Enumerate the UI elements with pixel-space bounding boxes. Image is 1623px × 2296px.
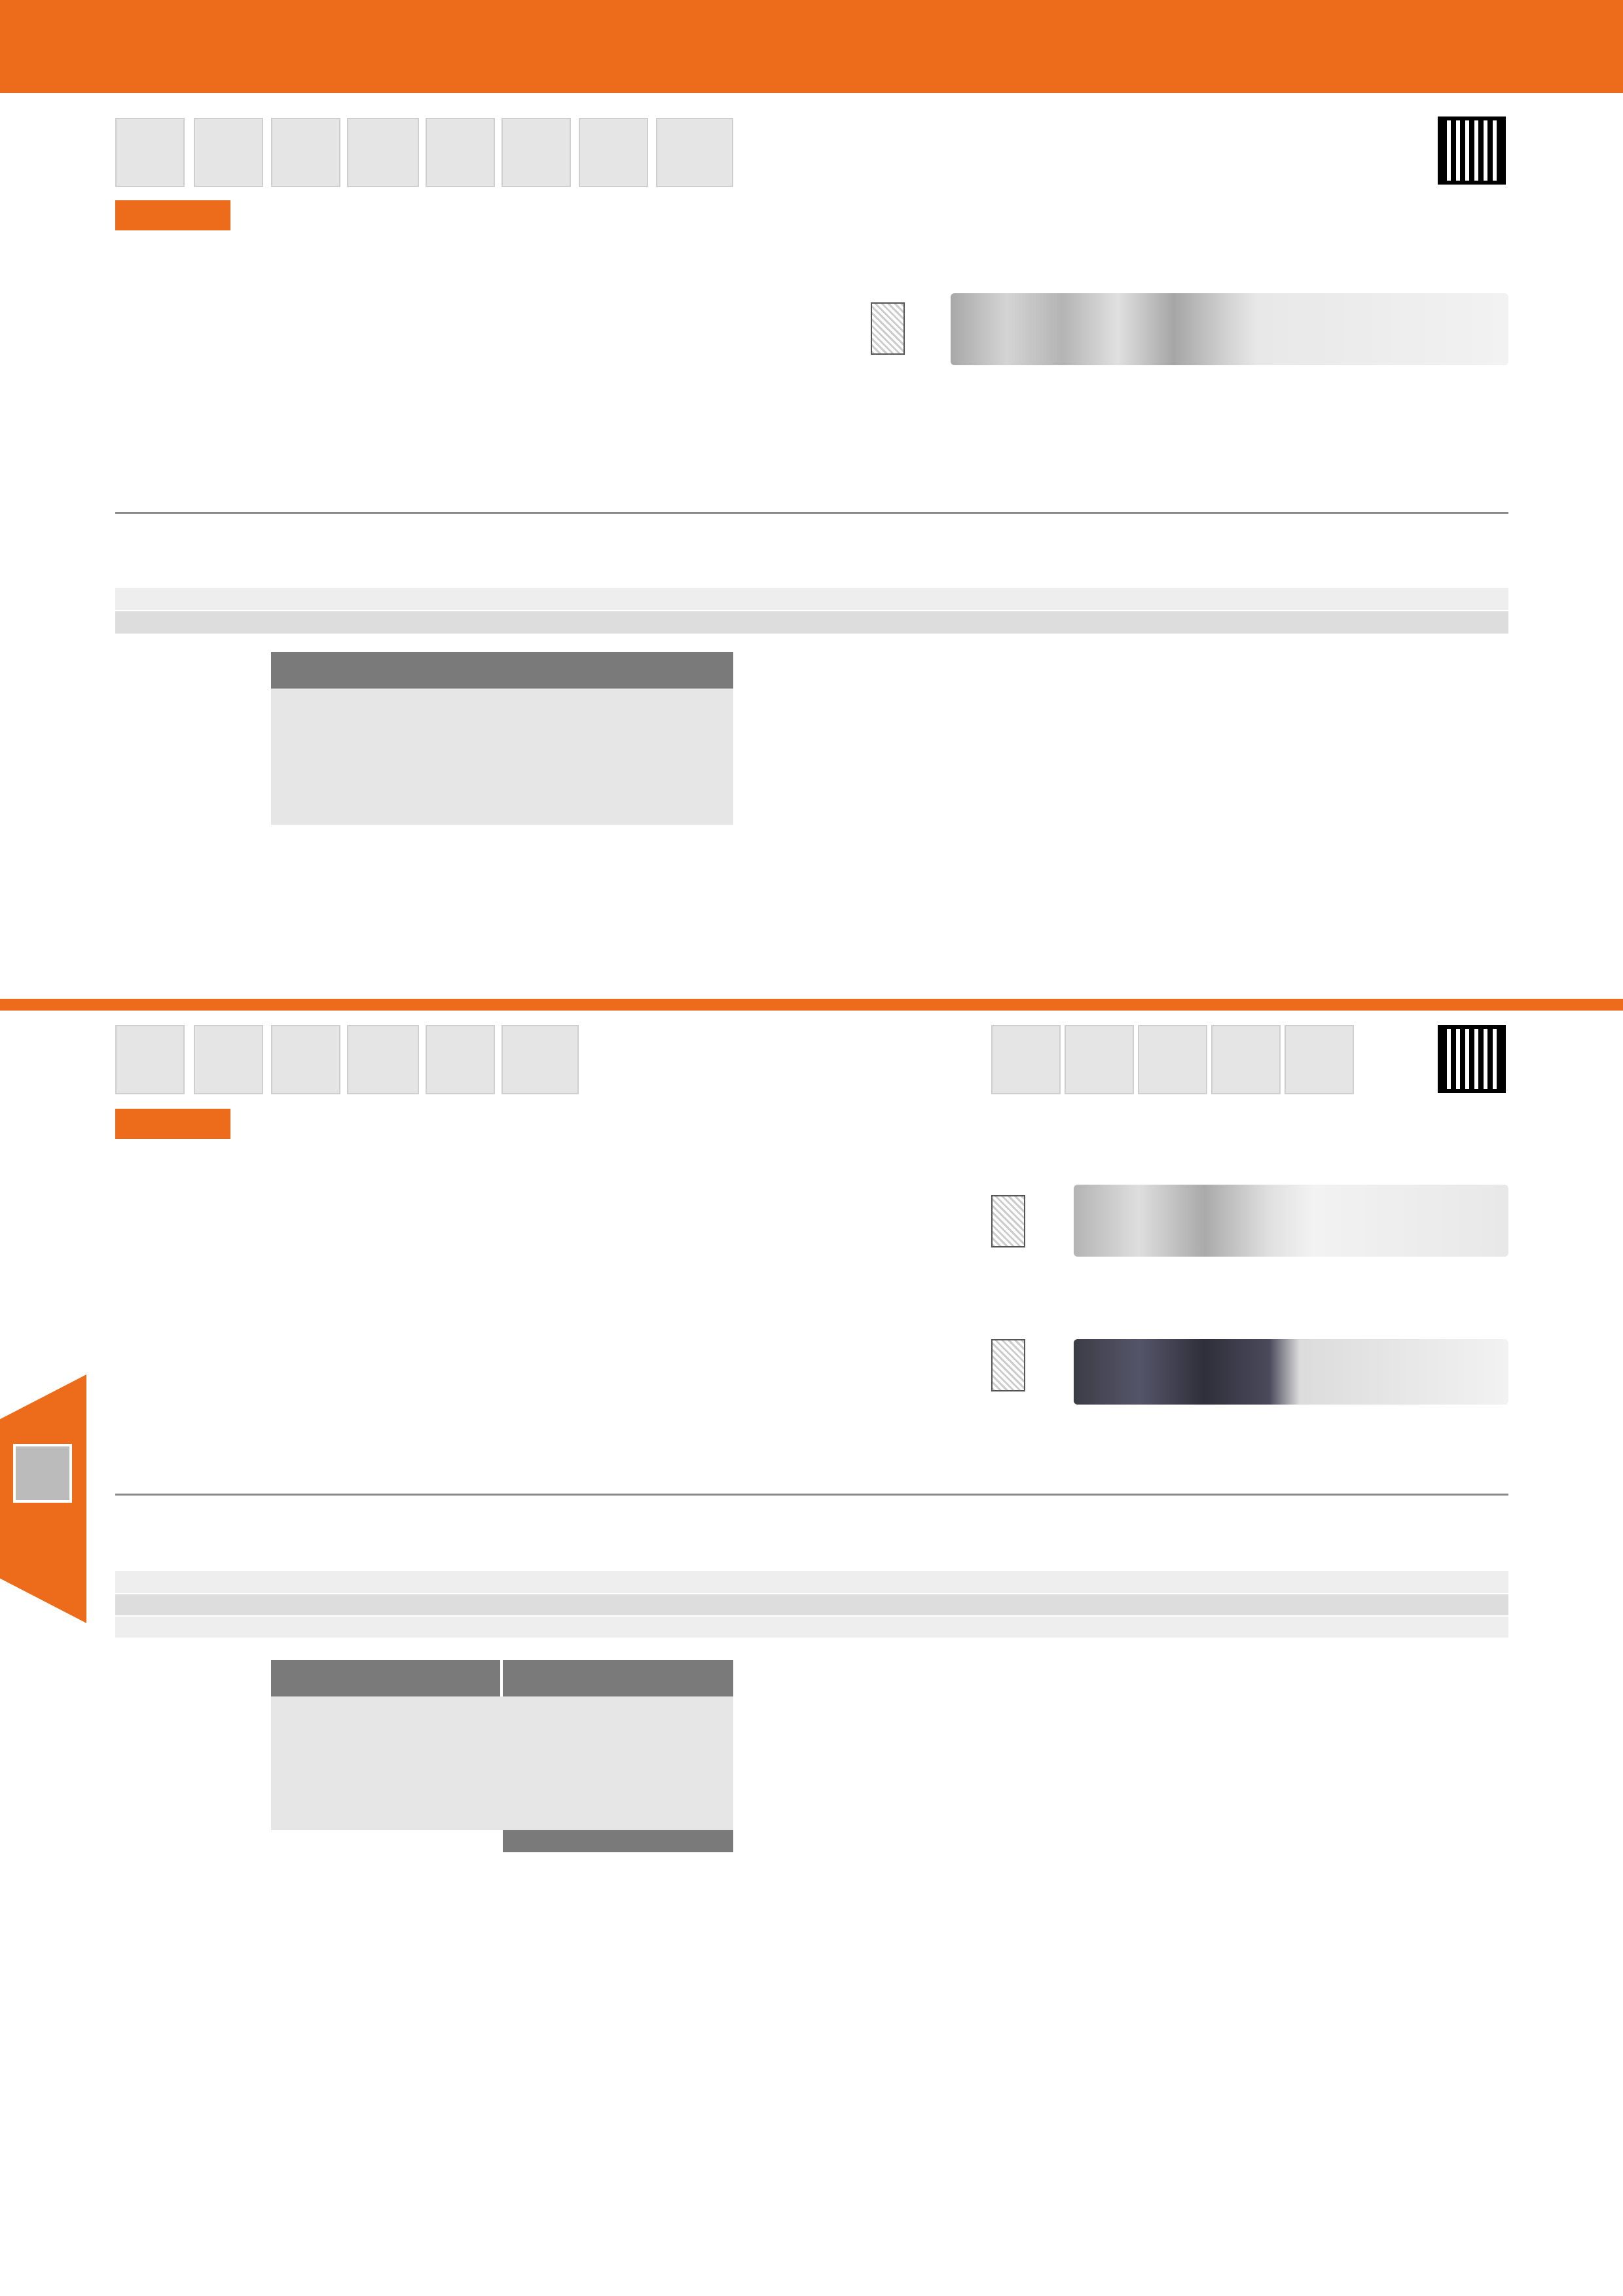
nf-profile-badge <box>271 118 340 187</box>
tolerance-badge-2 <box>347 1025 419 1094</box>
tool-image-191710 <box>1074 1185 1508 1257</box>
page-header <box>0 0 1623 93</box>
material-header-top <box>115 516 1508 585</box>
shank-h6-badge-2 <box>501 1025 579 1094</box>
plunge-icon-2 <box>1211 1025 1281 1094</box>
din-844b-badge-2 <box>194 1025 263 1094</box>
iso-row-top <box>115 588 1508 610</box>
top-description <box>115 243 868 338</box>
chamfer-icon-bottom-1 <box>991 1195 1025 1247</box>
teeth-4-icon <box>991 1025 1061 1094</box>
article-header-191720 <box>503 1660 733 1696</box>
bottom-advantage <box>270 1338 892 1385</box>
article-header-191700 <box>271 652 733 689</box>
tool-image-191700 <box>951 293 1508 365</box>
plunge-direction-icon <box>579 118 648 187</box>
teeth-count-icon <box>426 118 495 187</box>
hss-co8-badge <box>115 118 185 187</box>
article-header-191710 <box>271 1660 501 1696</box>
tool-image-191720 <box>1074 1339 1508 1405</box>
app-table-bottom-topline <box>115 1494 1508 1496</box>
drill-icon <box>13 1444 72 1503</box>
top-advantage <box>268 373 858 420</box>
product-name-cell-bottom <box>271 1696 733 1830</box>
tolerance-badge <box>347 118 419 187</box>
garant-logo-2 <box>115 1109 230 1139</box>
chamfer-icon-bottom-2 <box>991 1339 1025 1391</box>
teeth-5-icon <box>1065 1025 1134 1094</box>
qr-code-icon[interactable] <box>1438 117 1506 185</box>
garant-logo <box>115 200 230 230</box>
helix-angle-icon <box>501 118 571 187</box>
din-844b-badge <box>194 118 263 187</box>
nf-profile-badge-2 <box>271 1025 340 1094</box>
iso-row-bottom <box>115 1571 1508 1593</box>
bottom-description <box>270 1156 892 1274</box>
bottom-desc-codes <box>181 1156 266 1179</box>
side-mill-icon-2 <box>1285 1025 1354 1094</box>
app-table-top-topline <box>115 512 1508 514</box>
teeth-6-icon <box>1138 1025 1207 1094</box>
coating-header <box>503 1830 733 1852</box>
app-row-191720 <box>115 1617 1508 1638</box>
app-row-191700 <box>115 611 1508 634</box>
hss-co8-badge-2 <box>115 1025 185 1094</box>
app-row-191710 <box>115 1594 1508 1615</box>
material-header-bottom <box>115 1498 1508 1567</box>
shank-h6-badge <box>656 118 733 187</box>
product-name-cell-top <box>271 689 733 825</box>
section-separator <box>0 999 1623 1011</box>
chamfer-icon-top <box>871 302 905 355</box>
qr-code-icon-2[interactable] <box>1438 1025 1506 1093</box>
helix-angle-icon-2 <box>426 1025 495 1094</box>
